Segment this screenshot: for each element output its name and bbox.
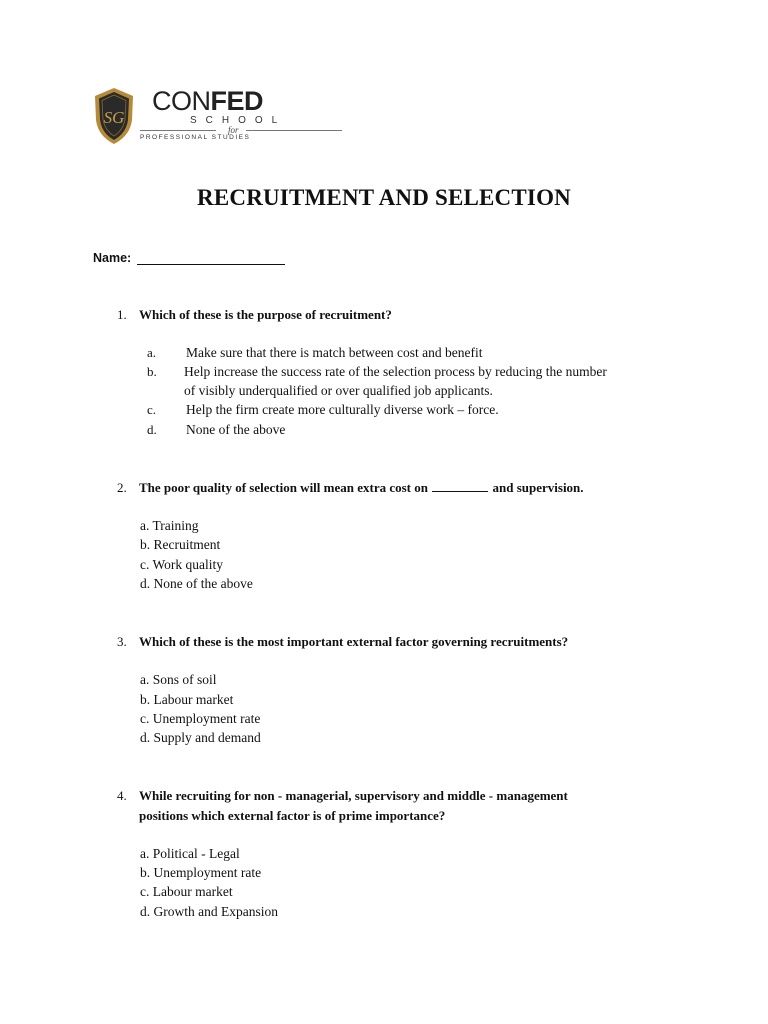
q4-option-c: c. Labour market — [140, 884, 233, 899]
brand-name-con: CON — [152, 86, 211, 116]
school-logo — [92, 86, 292, 150]
name-label: Name: — [93, 251, 132, 265]
q3-option-d: d. Supply and demand — [140, 730, 261, 745]
emblem-letters: SG — [103, 108, 125, 127]
q2-option-d: d. None of the above — [140, 576, 253, 591]
q4-option-d: d. Growth and Expansion — [140, 904, 278, 919]
question-2-text-before: The poor quality of selection will mean extra cost on — [139, 480, 428, 495]
brand-school: SCHOOL — [190, 115, 287, 126]
brand-professional-studies: PROFESSIONAL STUDIES — [140, 134, 251, 141]
question-4-text: While recruiting for non - managerial, supervisory and middle - management — [139, 788, 568, 803]
name-field-row — [93, 251, 285, 265]
name-blank-line[interactable] — [137, 251, 285, 265]
question-2-blank — [432, 479, 488, 492]
question-2-text — [139, 478, 699, 498]
q1-option-c-text: Help the firm create more culturally diverse work – force. — [186, 402, 499, 417]
q3-option-b: b. Labour market — [140, 692, 234, 707]
question-3-number: 3. — [117, 634, 127, 649]
q1-option-c-letter: c. — [147, 402, 157, 417]
page-title: RECRUITMENT AND SELECTION — [197, 185, 571, 210]
q2-option-a: a. Training — [140, 518, 199, 533]
q4-option-b: b. Unemployment rate — [140, 865, 262, 880]
q2-option-c: c. Work quality — [140, 557, 224, 572]
question-4-number: 4. — [117, 788, 127, 803]
q2-option-b: b. Recruitment — [140, 537, 221, 552]
question-3-text: Which of these is the most important external factor governing recruitments? — [139, 634, 569, 649]
q1-option-a-text: Make sure that there is match between cost and benefit — [186, 345, 483, 360]
brand-for: for — [228, 125, 239, 135]
q3-option-c: c. Unemployment rate — [140, 711, 261, 726]
shield-emblem-icon — [92, 86, 136, 146]
brand-rule-left — [140, 130, 216, 131]
q1-option-d-text: None of the above — [186, 422, 286, 437]
q1-option-d-letter: d. — [147, 422, 157, 437]
question-1-number: 1. — [117, 307, 127, 322]
question-2-number: 2. — [117, 480, 127, 495]
brand-name-fed: FED — [210, 86, 263, 116]
question-2-text-after: and supervision. — [492, 480, 584, 495]
q3-option-a: a. Sons of soil — [140, 672, 217, 687]
brand-rule-right — [246, 130, 342, 131]
question-1-text: Which of these is the purpose of recruitment? — [139, 307, 392, 322]
q4-option-a: a. Political - Legal — [140, 846, 240, 861]
q1-option-b-text: Help increase the success rate of the selection process by reducing the number — [184, 364, 607, 379]
q1-option-b-text-line2: of visibly underqualified or over qualified job applicants. — [184, 383, 493, 398]
q1-option-a-letter: a. — [147, 345, 157, 360]
question-4-text-line2: positions which external factor is of prime importance? — [139, 808, 446, 823]
brand-wordmark — [140, 86, 290, 150]
q1-option-b-letter: b. — [147, 364, 157, 379]
brand-name — [152, 86, 263, 116]
